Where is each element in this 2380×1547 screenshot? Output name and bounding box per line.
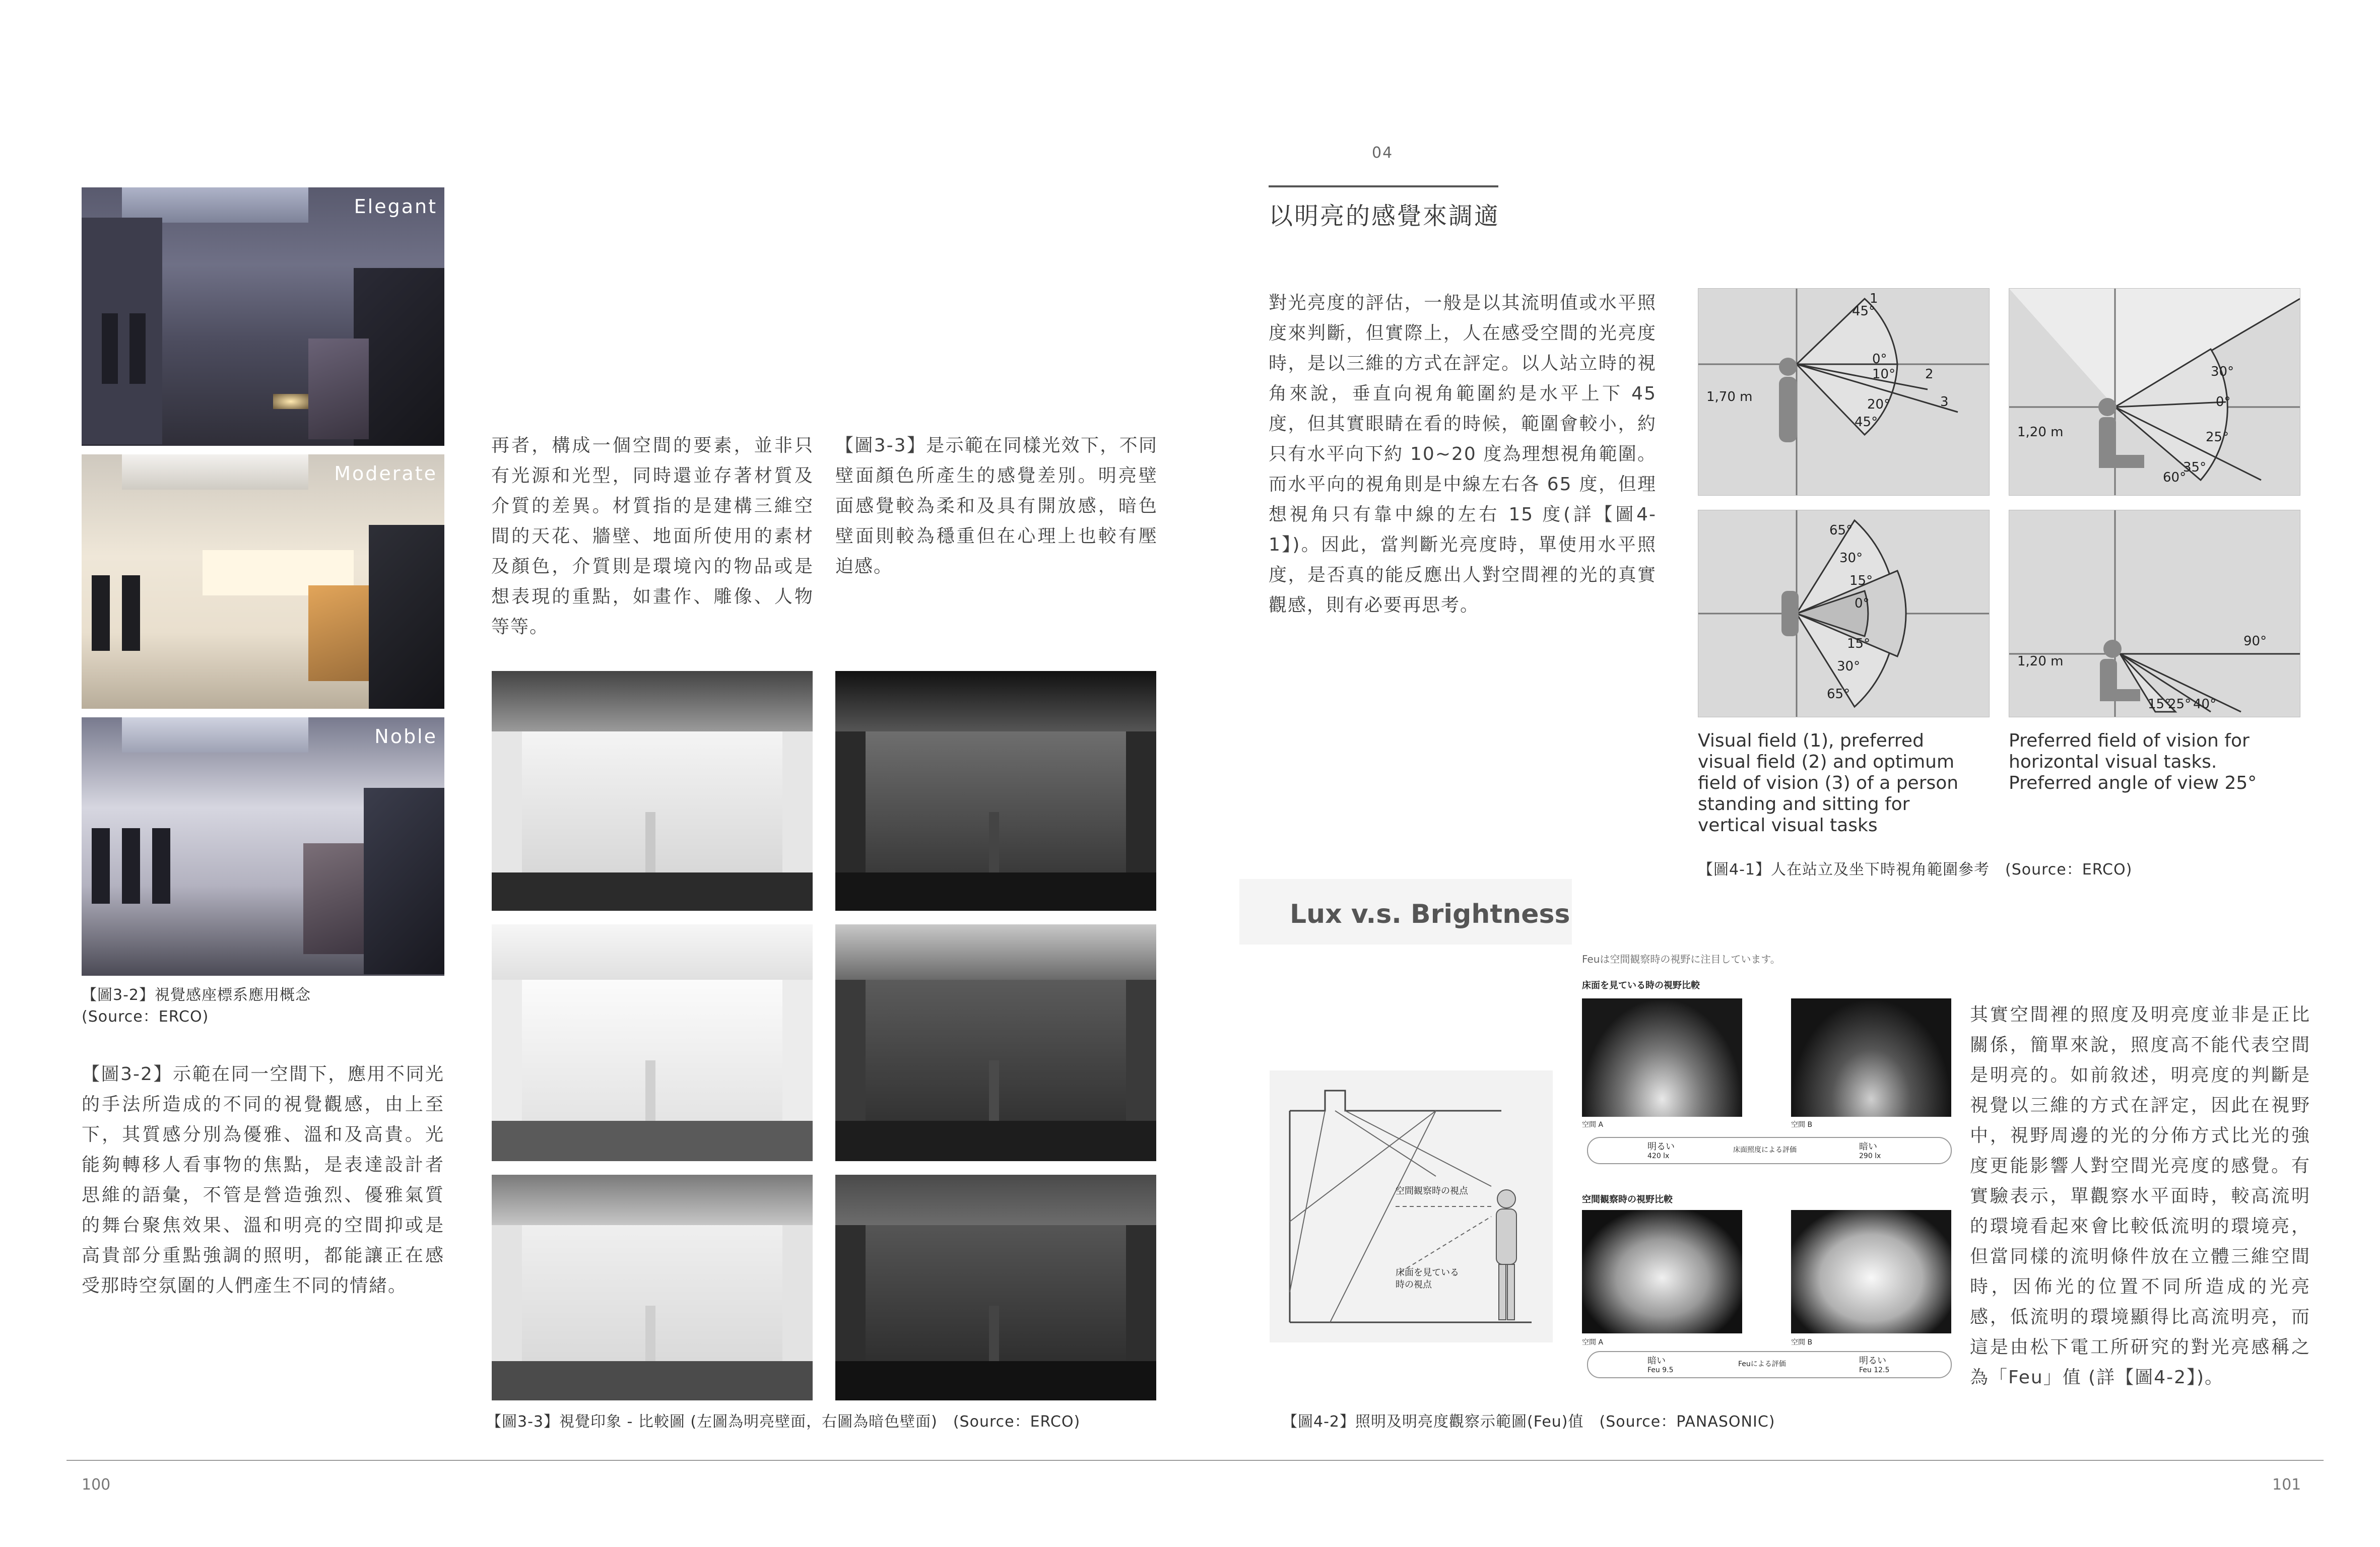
label-c0: 0°	[1855, 596, 1870, 611]
fig41-text-left: Visual field (1), preferred visual field (2) and optimum field of vision (3) of a person standing and sitting for vertical visual tasks	[1698, 730, 1959, 836]
room-dark-downlight	[835, 1175, 1156, 1400]
section-heading: 以明亮的感覺來調適	[1269, 202, 1500, 230]
label-b60: 60°	[2163, 470, 2187, 485]
feu-room-b1	[1791, 998, 1951, 1117]
sketch-label-space: 空間観察時の視点	[1396, 1186, 1468, 1196]
feu-header: Feuは空間観察時の視野に注目しています。	[1582, 953, 1780, 965]
chapter-number: 04	[1372, 144, 1394, 162]
feu-label-b2: 空間 B	[1791, 1338, 1813, 1347]
feu-room-a2	[1582, 1210, 1742, 1333]
room-dark-cove	[835, 671, 1156, 911]
feu-label-a1: 空間 A	[1582, 1121, 1604, 1129]
feu-row2-left: 暗い	[1647, 1356, 1666, 1366]
label-b25: 25°	[2206, 430, 2229, 445]
diagram-standing-vertical	[1698, 288, 1990, 496]
label-b0: 0°	[2216, 394, 2231, 410]
label-a10: 10°	[1872, 367, 1896, 382]
label-c30b: 30°	[1837, 659, 1861, 674]
column3-paragraph: 【圖3-3】是示範在同樣光效下，不同壁面顏色所產生的感覺差別。明亮壁面感覺較為柔和及具有開放感，暗色壁面則較為穩重但在心理上也較有壓迫感。	[835, 435, 1158, 577]
fig32-paragraph: 【圖3-2】示範在同一空間下，應用不同光的手法所造成的不同的視覺觀感，由上至下，其質感分別為優雅、溫和及高貴。光能夠轉移人看事物的焦點，是表達設計者思維的語彙，不管是營造強烈、優雅氣質的舞台聚焦效果、溫和明亮的空間抑或是高貴部分重點強調的照明，都能讓正在感受那時空氛圍的人們產生不同的情緒。	[82, 1064, 444, 1296]
feu-row1-right: 暗い	[1859, 1141, 1877, 1152]
label-a20: 20°	[1867, 397, 1891, 412]
label-b30: 30°	[2211, 364, 2234, 379]
label-d40: 40°	[2193, 697, 2217, 712]
label-d90: 90°	[2243, 634, 2267, 649]
diagram-horizontal-field	[1698, 510, 1990, 717]
label-b35: 35°	[2183, 460, 2207, 475]
sketch-label-floor: 床面を見ている時の視点	[1396, 1267, 1459, 1290]
label-sitting-height: 1,20 m	[2017, 425, 2064, 440]
fig32-caption: 【圖3-2】視覺感座標系應用概念	[82, 986, 311, 1004]
right-column-paragraph: 其實空間裡的照度及明亮度並非是正比關係，簡單來說，照度高不能代表空間是明亮的。如前敘述，明亮度的判斷是視覺以三維的方式在評定，因此在視野中，視野周邊的光的分佈方式比光的強度更能影響人對空間光亮度的感覺。有實驗表示，單觀察水平面時，較高流明的環境看起來會比較低流明的環境亮，但當同樣的流明條件放在立體三維空間時，因佈光的位置不同所造成的光亮感，低流明的環境顯得比高流明亮，而這是由松下電工所研究的對光亮感稱之為「Feu」值 (詳【圖4-2】)。	[1970, 1004, 2310, 1388]
footer-rule-left	[67, 1460, 1195, 1461]
label-c15b: 15°	[1847, 636, 1871, 651]
label-a45: 45°	[1852, 304, 1876, 319]
feu-row2-mid: Feuによる評価	[1738, 1360, 1786, 1368]
room-bright-wallwash	[492, 924, 813, 1161]
feu-room-b2	[1791, 1210, 1951, 1333]
fig41-text-right: Preferred field of vision for horizontal visual tasks. Preferred angle of view 25°	[2009, 730, 2257, 793]
intro-paragraph: 對光亮度的評估，一般是以其流明值或水平照度來判斷，但實際上，人在感受空間的光亮度時，是以三維的方式在評定。以人站立時的視角來說，垂直向視角範圍約是水平上下 45 度，但其實眼睛在看的時候，範圍會較小，約只有水平向下約 10~20 度為理想視角範圍。而水平向的視角則是中線左右各 65 度，但理想視角只有靠中線的左右 15 度(詳【圖4-1】)。因此，當判斷光亮度時，單使用水平照度，是否真的能反應出人對空間裡的光的真實觀感，則有必要再思考。	[1269, 293, 1657, 616]
feu-row2-left-val: Feu 9.5	[1647, 1366, 1674, 1374]
label-standing-height: 1,70 m	[1706, 389, 1753, 405]
feu-panel	[1577, 938, 1970, 1409]
feu-row1-left: 明るい	[1647, 1141, 1675, 1152]
photo-label-noble: Noble	[374, 725, 437, 748]
photo-elegant	[82, 187, 444, 446]
heading-rule	[1269, 185, 1498, 187]
label-n3: 3	[1940, 394, 1949, 410]
feu-row1-left-val: 420 lx	[1647, 1152, 1670, 1160]
label-c15: 15°	[1849, 573, 1873, 588]
photo-label-moderate: Moderate	[334, 462, 437, 485]
feu-row2-right: 明るい	[1859, 1356, 1886, 1366]
feu-row1-right-val: 290 lx	[1859, 1152, 1881, 1160]
diagram-sitting-vertical	[2009, 288, 2300, 496]
room-bright-downlight	[492, 1175, 813, 1400]
label-c30: 30°	[1839, 551, 1863, 566]
room-dark-wallwash	[835, 924, 1156, 1161]
column2-paragraph: 再者，構成一個空間的要素，並非只有光源和光型，同時還並存著材質及介質的差異。材質指的是建構三維空間的天花、牆壁、地面所使用的素材及顏色，介質則是環境內的物品或是想表現的重點，如畫作、雕像、人物等等。	[491, 435, 814, 637]
fig41-caption: 【圖4-1】人在站立及坐下時視角範圍參考 (Source：ERCO)	[1698, 861, 2133, 879]
label-c65: 65°	[1829, 523, 1853, 538]
page-number-right: 101	[2272, 1476, 2301, 1494]
label-n1: 1	[1870, 291, 1878, 306]
feu-row2-right-val: Feu 12.5	[1859, 1366, 1890, 1374]
lux-title: Lux v.s. Brightness	[1290, 899, 1570, 929]
feu-label-b1: 空間 B	[1791, 1121, 1813, 1129]
label-a45b: 45°	[1855, 415, 1878, 430]
fig33-caption: 【圖3-3】視覺印象 - 比較圖 (左圖為明亮壁面，右圖為暗色壁面) (Source：ERCO)	[486, 1413, 1081, 1431]
sketch-panel	[1270, 1070, 1553, 1342]
fig32-source: (Source：ERCO)	[82, 1008, 209, 1026]
label-d15: 15°	[2148, 697, 2171, 712]
diagram-desk-field	[2009, 510, 2300, 717]
label-a0: 0°	[1872, 352, 1887, 367]
feu-row1-title: 床面を見ている時の視野比較	[1582, 980, 1700, 991]
photo-label-elegant: Elegant	[354, 195, 437, 218]
feu-row2-title: 空間観察時の視野比較	[1582, 1194, 1673, 1205]
label-desk-height: 1,20 m	[2017, 654, 2064, 669]
fig42-caption: 【圖4-2】照明及明亮度觀察示範圖(Feu)值 (Source：PANASONIC)	[1282, 1413, 1775, 1431]
photo-noble	[82, 717, 444, 976]
label-d25: 25°	[2168, 697, 2192, 712]
photo-moderate	[82, 454, 444, 709]
label-n2: 2	[1925, 367, 1934, 382]
feu-room-a1	[1582, 998, 1742, 1117]
feu-label-a2: 空間 A	[1582, 1338, 1604, 1347]
room-bright-cove	[492, 671, 813, 911]
page-number-left: 100	[82, 1476, 111, 1494]
label-c65b: 65°	[1827, 687, 1850, 702]
feu-row1-mid: 床面照度による評価	[1733, 1146, 1797, 1154]
footer-rule-right	[1195, 1460, 2324, 1461]
